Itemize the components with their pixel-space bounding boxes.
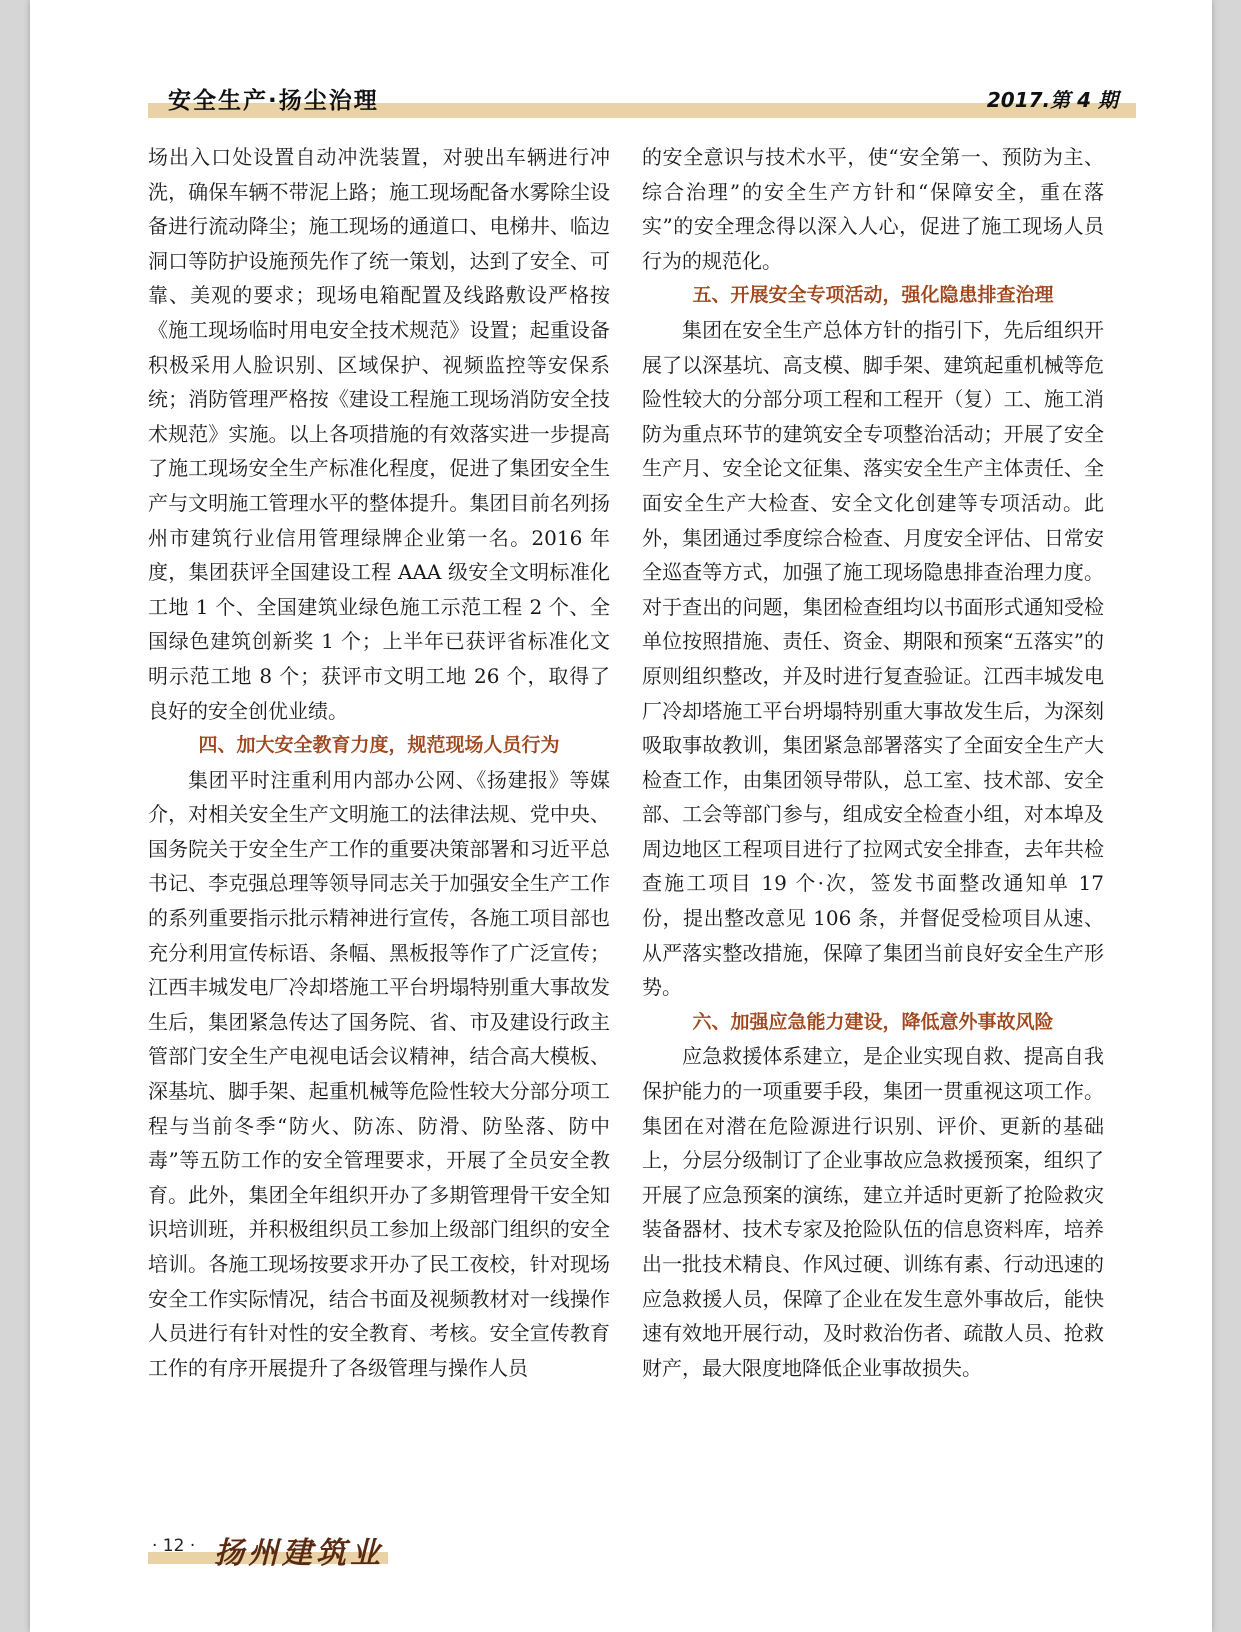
right-column bbox=[642, 140, 1104, 1480]
paragraph: 场出入口处设置自动冲洗装置，对驶出车辆进行冲洗，确保车辆不带泥上路；施工现场配备水雾除尘设备进行流动降尘；施工现场的通道口、电梯井、临边洞口等防护设施预先作了统一策划，达到了安全、可靠、美观的要求；现场电箱配置及线路敷设严格按《施工现场临时用电安全技术规范》设置；起重设备积极采用人脸识别、区域保护、视频监控等安保系统；消防管理严格按《建设工程施工现场消防安全技术规范》实施。以上各项措施的有效落实进一步提高了施工现场安全生产标准化程度，促进了集团安全生产与文明施工管理水平的整体提升。集团目前名列扬州市建筑行业信用管理绿牌企业第一名。2016 年度，集团获评全国建设工程 AAA 级安全文明标准化工地 1 个、全国建筑业绿色施工示范工程 2 个、全国绿色建筑创新奖 1 个；上半年已获评省标准化文明示范工地 8 个；获评市文明工地 26 个，取得了良好的安全创优业绩。 bbox=[148, 145, 610, 723]
paragraph: 集团平时注重利用内部办公网、《扬建报》等媒介，对相关安全生产文明施工的法律法规、党中央、国务院关于安全生产工作的重要决策部署和习近平总书记、李克强总理等领导同志关于加强安全生产工作的系列重要指示批示精神进行宣传，各施工项目部也充分利用宣传标语、条幅、黑板报等作了广泛宣传；江西丰城发电厂冷却塔施工平台坍塌特别重大事故发生后，集团紧急传达了国务院、省、市及建设行政主管部门安全生产电视电话会议精神，结合高大模板、深基坑、脚手架、起重机械等危险性较大分部分项工程与当前冬季“防火、防冻、防滑、防坠落、防中毒”等五防工作的安全管理要求，开展了全员安全教育。此外，集团全年组织开办了多期管理骨干安全知识培训班，并积极组织员工参加上级部门组织的安全培训。各施工现场按要求开办了民工夜校，针对现场安全工作实际情况，结合书面及视频教材对一线操作人员进行有针对性的安全教育、考核。安全宣传教育工作的有序开展提升了各级管理与操作人员 bbox=[148, 767, 610, 1380]
magazine-logo: 扬州建筑业 bbox=[214, 1536, 384, 1571]
section-heading: 六、加强应急能力建设，降低意外事故风险 bbox=[692, 1010, 1054, 1033]
issue-label: 2017.第 4 期 bbox=[986, 88, 1118, 112]
section-title: 安全生产·扬尘治理 bbox=[168, 88, 379, 114]
page-header bbox=[148, 80, 1136, 118]
page-footer bbox=[148, 1530, 388, 1570]
paragraph: 应急救援体系建立，是企业实现自救、提高自我保护能力的一项重要手段，集团一贯重视这项工作。集团在对潜在危险源进行识别、评价、更新的基础上，分层分级制订了企业事故应急救援预案，组织了开展了应急预案的演练，建立并适时更新了抢险救灾装备器材、技术专家及抢险队伍的信息资料库，培养出一批技术精良、作风过硬、训练有素、行动迅速的应急救援人员，保障了企业在发生意外事故后，能快速有效地开展行动，及时救治伤者、疏散人员、抢救财产，最大限度地降低企业事故损失。 bbox=[642, 1044, 1104, 1380]
section-heading: 五、开展安全专项活动，强化隐患排查治理 bbox=[692, 284, 1054, 307]
page-number: · 12 · bbox=[152, 1536, 196, 1556]
paragraph: 的安全意识与技术水平，使“安全第一、预防为主、综合治理”的安全生产方针和“保障安全，重在落实”的安全理念得以深入人心，促进了施工现场人员行为的规范化。 bbox=[642, 145, 1104, 273]
magazine-page bbox=[30, 0, 1212, 1632]
paragraph: 集团在安全生产总体方针的指引下，先后组织开展了以深基坑、高支模、脚手架、建筑起重机械等危险性较大的分部分项工程和工程开（复）工、施工消防为重点环节的建筑安全专项整治活动；开展了安全生产月、安全论文征集、落实安全生产主体责任、全面安全生产大检查、安全文化创建等专项活动。此外，集团通过季度综合检查、月度安全评估、日常安全巡查等方式，加强了施工现场隐患排查治理力度。对于查出的问题，集团检查组均以书面形式通知受检单位按照措施、责任、资金、期限和预案“五落实”的原则组织整改，并及时进行复查验证。江西丰城发电厂冷却塔施工平台坍塌特别重大事故发生后，为深刻吸取事故教训，集团紧急部署落实了全面安全生产大检查工作，由集团领导带队，总工室、技术部、安全部、工会等部门参与，组成安全检查小组，对本埠及周边地区工程项目进行了拉网式安全排查，去年共检查施工项目 19 个·次，签发书面整改通知单 17 份，提出整改意见 106 条，并督促受检项目从速、从严落实整改措施，保障了集团当前良好安全生产形势。 bbox=[642, 317, 1104, 1000]
section-heading: 四、加大安全教育力度，规范现场人员行为 bbox=[198, 734, 560, 757]
left-column bbox=[148, 140, 610, 1480]
